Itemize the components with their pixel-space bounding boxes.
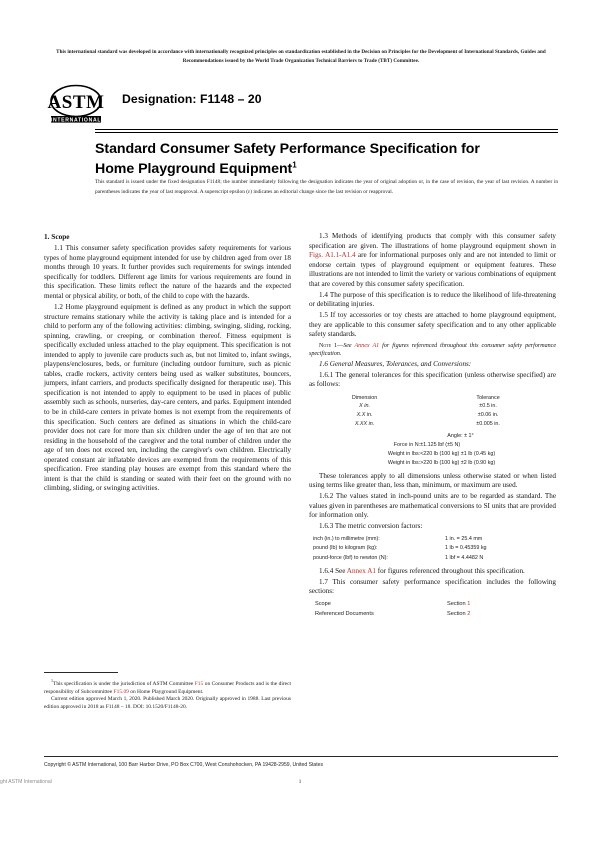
force-label-2: Weight in lbs: bbox=[387, 459, 421, 466]
force-value-1: <220 lb (100 kg) ±1 lb (0.45 kg) bbox=[420, 451, 496, 458]
paragraph-1-3-text-b: are for informational purposes only and are not intended to limit or endorse certain types of playground equipment or equipment features. These illustrations are not intended to limit the variety or various combinations of equipment that are covered by this consumer safety specification. bbox=[309, 251, 556, 288]
footnote-link-f15[interactable]: F15 bbox=[194, 680, 204, 687]
table-row bbox=[315, 600, 470, 610]
link-annex-a1-note[interactable]: Annex A1 bbox=[354, 342, 380, 349]
conversion-label-0: inch (in.) to millimetre (mm): bbox=[313, 536, 380, 542]
tolerance-table bbox=[309, 394, 556, 468]
footnote-block bbox=[44, 678, 291, 712]
paragraph-1-1: 1.1 This consumer safety specification provides safety requirements for various types of home playground equipment intended for use by children aged from over 18 months through 10 years. It further provides such requirements for swings intended specifically for toddlers. Different age limits for various requirements are found in this specification. These limits reflect the nature of the hazards and the expected mental or physical ability, or both, of the child to cope with the hazards. bbox=[44, 244, 291, 300]
title-line-2: Home Playground Equipment bbox=[95, 161, 293, 178]
table-row bbox=[313, 544, 487, 553]
table-row bbox=[313, 554, 487, 563]
footnote-marker: 1 bbox=[51, 678, 53, 683]
paragraph-1-3 bbox=[309, 232, 556, 289]
tolerance-value-1: ±0.06 in. bbox=[477, 412, 499, 419]
paragraph-1-6-4-text-a: 1.6.4 See bbox=[319, 566, 347, 575]
svg-text:ASTM: ASTM bbox=[47, 92, 105, 113]
table-row bbox=[309, 459, 556, 468]
paragraph-1-3-text-a: 1.3 Methods of identifying products that comply with this consumer safety specification are given. The illustrations of home playground equipment shown in bbox=[309, 232, 556, 250]
section-ref-0 bbox=[447, 600, 470, 610]
table-row bbox=[309, 420, 556, 429]
section-name-0: Scope bbox=[315, 601, 331, 608]
force-value-0: ±1.125 lbf (±5 N) bbox=[420, 442, 461, 449]
title-line-1: Standard Consumer Safety Performance Specification for bbox=[95, 141, 480, 157]
section-name-1: Referenced Documents bbox=[315, 610, 374, 617]
footnote-line-2: Current edition approved March 1, 2020. Published March 2020. Originally approved in 1988. Last previous edition approved in 2018 as F1148 – 18. DOI: 10.1520/F1148-20. bbox=[44, 696, 291, 711]
page-number: 1 bbox=[298, 779, 302, 785]
force-label-0: Force in N: bbox=[393, 442, 421, 449]
note-1-text-b: for figures referenced throughout this consumer safety performance specification. bbox=[309, 342, 557, 357]
scope-heading: 1. Scope bbox=[44, 232, 70, 241]
wto-statement: This international standard was developed in accordance with internationally recognized principles on standardization established in the Decision on Principles for the Development of International Standards, Guides and Recommendations issued by the World Trade Organization Technical Barriers to Trade (TBT) Committee. bbox=[56, 49, 546, 64]
paragraph-1-2: 1.2 Home playground equipment is defined as any product in which the support structure remains stationary while the activity is taking place and is intended for a child to perform any of the following activities: climbing, swinging, sliding, rocking, spinning, crawling, or creeping, or combination thereof. Fitness equipment is specifically excluded unless attached to the play equipment. This specification is not intended to apply to juvenile care products such as, but not limited to, infant swings, playpens/enclosures, beds, or furniture (including outdoor furniture, such as picnic tables, cradle rockers, activity centers being used as walker substitutes, bouncers, jumpers, infant carriers, and products specifically designed for therapeutic use). This specification is not intended to apply to equipment to be used in places of public assembly such as schools, nurseries, day-care centers, and parks. Equipment intended to be in child-care centers in private homes is not exempt from the requirements of this specification. Such centers are defined as situations in which the child-care provider does not care for more than six children under the age of ten that are not residing in the household of the caregiver and the total number of children under the age of ten does not exceed ten, including the caregiver's own children. Electrically operated constant air inflatable devices are exempted from the requirements of this specification. Free standing play houses are exempt from this standard where the intent is that the child is standing or seated with their feet on the ground with no climbing, sliding, or swinging activities. bbox=[44, 303, 291, 493]
force-label-1: Weight in lbs: bbox=[387, 451, 421, 458]
note-1-text-a: See bbox=[343, 342, 355, 349]
copyright-notice: Copyright © ASTM International, 100 Barr Harbor Drive, PO Box C700, West Conshohocken, PA 19428-2959, United States bbox=[44, 762, 324, 768]
designation-row bbox=[44, 84, 558, 126]
footnote-line-1 bbox=[44, 678, 291, 696]
tolerance-header-dimension: Dimension bbox=[351, 394, 378, 401]
tolerance-value-0: ±0.5 in. bbox=[479, 403, 497, 410]
paragraph-1-6-3: 1.6.3 The metric conversion factors: bbox=[319, 522, 423, 531]
title-rule-bottom bbox=[95, 132, 558, 133]
paragraph-1-6-2: 1.6.2 The values stated in inch-pound units are to be regarded as standard. The values given in parentheses are mathematical conversions to SI units that are provided for information only. bbox=[309, 492, 556, 520]
footnote-text-c: on Home Playground Equipment. bbox=[128, 688, 204, 695]
conversion-value-1: 1 lb = 0.45359 kg bbox=[445, 545, 487, 552]
paragraph-1-6: 1.6 General Measures, Tolerances, and Conversions: bbox=[319, 359, 472, 368]
tolerance-angle-value: Angle: ± 1° bbox=[447, 432, 474, 439]
footnote-rule bbox=[44, 672, 118, 673]
copyright-watermark: ght ASTM International bbox=[0, 779, 52, 785]
page-title bbox=[95, 139, 558, 179]
conversion-value-0: 1 in. = 25.4 mm bbox=[445, 536, 483, 542]
tolerance-value-2: ±0.005 in. bbox=[476, 420, 500, 427]
designation-label: Designation: F1148 – 20 bbox=[122, 92, 262, 106]
conversion-label-2: pound-force (lbf) to newton (N): bbox=[313, 554, 388, 561]
table-row bbox=[309, 450, 556, 459]
tolerance-header-tolerance: Tolerance bbox=[476, 394, 500, 401]
note-1-label: Note 1— bbox=[319, 342, 344, 349]
tolerance-table-header-row bbox=[309, 394, 556, 403]
paragraph-tolerances-apply: These tolerances apply to all dimensions unless otherwise stated or when listed using terms like greater than, less than, minimum, or maximum are used. bbox=[309, 471, 556, 490]
title-footnote-marker: 1 bbox=[292, 160, 297, 170]
footnote-text-a: This specification is under the jurisdiction of ASTM Committee bbox=[53, 680, 195, 687]
conversion-value-2: 1 lbf = 4.4482 N bbox=[445, 554, 484, 561]
section-ref-1 bbox=[447, 610, 470, 620]
tolerance-dimension-2: X.XX in. bbox=[354, 420, 375, 427]
svg-text:INTERNATIONAL: INTERNATIONAL bbox=[50, 117, 102, 124]
left-column bbox=[44, 232, 291, 495]
table-row bbox=[313, 535, 487, 544]
footnote-link-f1509[interactable]: F15.09 bbox=[113, 688, 129, 695]
force-value-2: >220 lb (100 kg) ±2 lb (0.90 kg) bbox=[420, 459, 496, 466]
footnote-text-b: on Consumer Products and is the direct responsibility of Subcommittee bbox=[44, 680, 291, 695]
section-number-link-1[interactable]: 2 bbox=[467, 610, 471, 617]
paragraph-1-6-4 bbox=[309, 567, 556, 577]
table-row bbox=[309, 441, 556, 450]
table-row bbox=[315, 610, 470, 620]
section-number-link-0[interactable]: 1 bbox=[467, 601, 471, 608]
conversion-table bbox=[313, 535, 487, 563]
link-annex-a1[interactable]: Annex A1 bbox=[346, 566, 376, 575]
title-rule-top bbox=[95, 129, 558, 130]
link-figs-a11-a14[interactable]: Figs. A1.1-A1.4 bbox=[309, 251, 356, 260]
paragraph-1-6-1: 1.6.1 The general tolerances for this specification (unless otherwise specified) are as follows: bbox=[309, 370, 556, 389]
sections-table bbox=[315, 600, 470, 620]
tolerance-dimension-1: X.X in. bbox=[356, 412, 373, 419]
note-1 bbox=[309, 342, 556, 358]
section-label-0: Section bbox=[447, 601, 468, 608]
footer-rule bbox=[44, 756, 558, 757]
right-column bbox=[309, 232, 556, 620]
table-row bbox=[309, 402, 556, 411]
tolerance-dimension-0: X in. bbox=[359, 403, 370, 410]
table-row bbox=[309, 411, 556, 420]
conversion-label-1: pound (lb) to kilogram (kg): bbox=[313, 545, 378, 552]
section-label-1: Section bbox=[447, 610, 468, 617]
paragraph-1-6-4-text-b: for figures referenced throughout this specification. bbox=[375, 566, 525, 575]
paragraph-1-4: 1.4 The purpose of this specification is to reduce the likelihood of life-threatening or debilitating injuries. bbox=[309, 290, 556, 309]
issuance-note: This standard is issued under the fixed designation F1148; the number immediately following the designation indicates the year of original adoption or, in the case of revision, the year of last revision. A number in parentheses indicates the year of last reapproval. A superscript epsilon (ε) indicates an editorial change since the last revision or reapproval. bbox=[95, 179, 558, 195]
paragraph-1-5: 1.5 If toy accessories or toy chests are attached to home playground equipment, they are applicable to this consumer safety specification and to any other applicable safety standards. bbox=[309, 311, 556, 339]
paragraph-1-7: 1.7 This consumer safety performance specification includes the following sections: bbox=[309, 577, 556, 596]
astm-logo-icon bbox=[46, 84, 108, 124]
tolerance-angle-row bbox=[309, 429, 556, 442]
